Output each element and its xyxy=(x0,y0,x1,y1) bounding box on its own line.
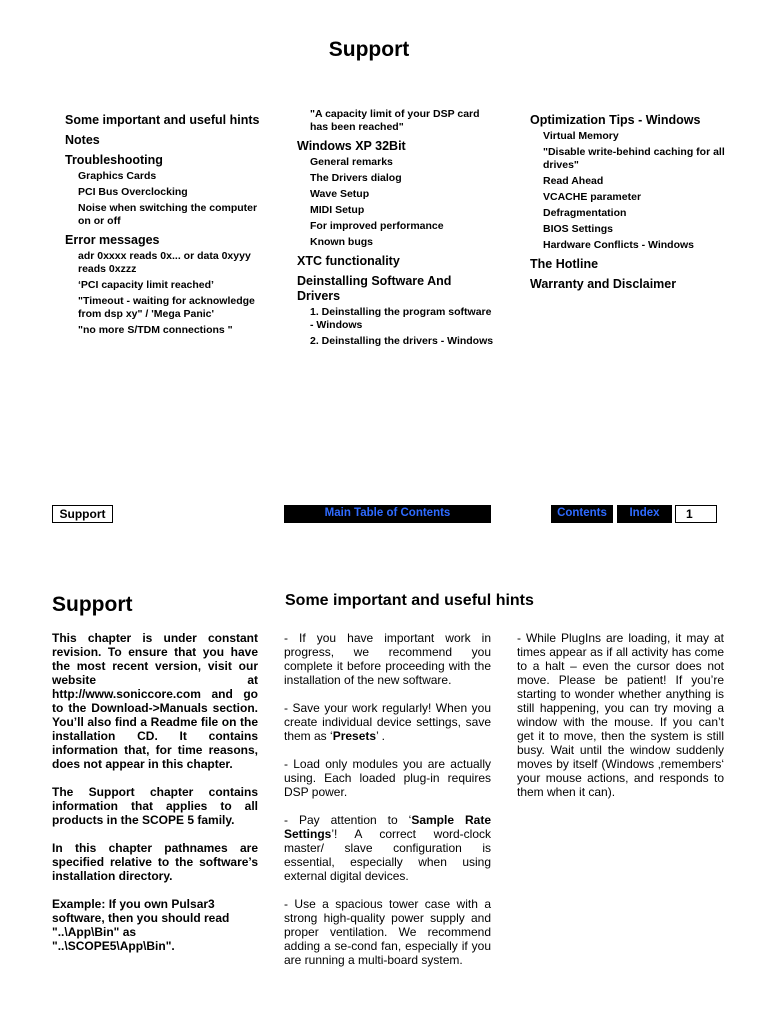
toc-heading-link[interactable]: XTC functionality xyxy=(297,254,400,268)
toc-subitem-link[interactable]: Known bugs xyxy=(310,236,373,248)
hint-text: - Save your work regularly! When you create individual device settings, save them as ‘ xyxy=(284,701,491,743)
hint-paragraph: - While PlugIns are loading, it may at times appear as if all activity has come to a halt – even the cursor does not move. Please be patient! If you’re starting to wonder whether anything is still happening, you can try moving a window with the mouse. If you can’t get it to move, then the system is still busy. Wait until the window suddenly moves by itself (Windows ‚remembers‘ your mouse actions, and responds to them when it can). xyxy=(517,631,724,799)
toc-heading-link[interactable]: Error messages xyxy=(65,233,160,247)
toc-heading-link[interactable]: Some important and useful hints xyxy=(65,113,260,127)
toc-subitem-link[interactable]: The Drivers dialog xyxy=(310,172,402,184)
section-subtitle: Some important and useful hints xyxy=(285,592,534,609)
pathnames-paragraph: In this chapter pathnames are specified relative to the software’s installation directory. xyxy=(52,841,258,883)
hint-paragraph xyxy=(284,701,491,743)
contents-button[interactable]: Contents xyxy=(551,505,613,523)
toc-subitem-link[interactable]: "Timeout - waiting for acknowledge from dsp xy" / 'Mega Panic' xyxy=(78,295,255,320)
toc-heading-link[interactable]: Deinstalling Software And Drivers xyxy=(297,274,452,303)
hint-paragraph: - Use a spacious tower case with a strong high-quality power supply and proper ventilation. We recommend adding a se-cond fan, especially if you are running a multi-board system. xyxy=(284,897,491,967)
body-column-3 xyxy=(517,631,724,813)
intro-paragraph: This chapter is under constant revision. To ensure that you have the most recent version, visit our website at http://www.soniccore.com and go to the Download->Manuals section. You’ll also find a Readme file on the installation CD. It contains information that, for time reasons, does not appear in this chapter. xyxy=(52,631,258,771)
hint-text: ’ . xyxy=(376,729,385,743)
toc-subitem-link[interactable]: "Disable write-behind caching for all drives" xyxy=(543,146,725,171)
toc-subitem-link[interactable]: Defragmentation xyxy=(543,207,627,219)
navigation-bar xyxy=(0,505,768,523)
toc-heading-link[interactable]: Warranty and Disclaimer xyxy=(530,277,677,291)
toc-subitem-link[interactable]: BIOS Settings xyxy=(543,223,614,235)
support-chapter-link[interactable]: Support xyxy=(52,505,113,523)
hint-paragraph: - If you have important work in progress, we recommend you complete it before proceeding with the installation of the new software. xyxy=(284,631,491,687)
section-title: Support xyxy=(52,593,133,616)
toc-heading-link[interactable]: Windows XP 32Bit xyxy=(297,139,406,153)
hint-text: - Pay attention to ‘ xyxy=(284,813,412,827)
toc-subitem-link[interactable]: ‘PCI capacity limit reached’ xyxy=(78,279,214,291)
toc-subitem-link[interactable]: 2. Deinstalling the drivers - Windows xyxy=(310,335,494,347)
toc-subitem-link[interactable]: General remarks xyxy=(310,156,393,168)
main-toc-button[interactable]: Main Table of Contents xyxy=(284,505,491,523)
hint-paragraph xyxy=(284,813,491,883)
toc-heading-link[interactable]: Troubleshooting xyxy=(65,153,163,167)
toc-subitem-link[interactable]: VCACHE parameter xyxy=(543,191,642,203)
toc-subitem-link[interactable]: 1. Deinstalling the program software - Windows xyxy=(310,306,492,331)
toc-subitem-link[interactable]: adr 0xxxx reads 0x... or data 0xyyy reads 0xzzz xyxy=(78,250,251,275)
body-column-2 xyxy=(284,631,491,981)
toc-heading-link[interactable]: Notes xyxy=(65,133,100,147)
toc-subitem-link[interactable]: Wave Setup xyxy=(310,188,370,200)
toc-column-3 xyxy=(530,108,740,294)
body-column-1 xyxy=(52,631,258,967)
toc-subitem-link[interactable]: "A capacity limit of your DSP card has been reached" xyxy=(310,108,480,133)
toc-subitem-link[interactable]: PCI Bus Overclocking xyxy=(78,186,188,198)
hint-text: ’! A correct word-clock master/ slave configuration is essential, especially when using external digital devices. xyxy=(284,827,491,883)
page-number: 1 xyxy=(675,505,717,523)
hint-paragraph: - Load only modules you are actually using. Each loaded plug-in requires DSP power. xyxy=(284,757,491,799)
index-button[interactable]: Index xyxy=(617,505,672,523)
toc-heading-link[interactable]: The Hotline xyxy=(530,257,599,271)
toc-subitem-link[interactable]: "no more S/TDM connections " xyxy=(78,324,233,336)
toc-subitem-link[interactable]: Virtual Memory xyxy=(543,130,619,142)
example-paragraph: Example: If you own Pulsar3 software, then you should read "..\App\Bin" as "..\SCOPE5\App\Bin". xyxy=(52,897,230,953)
presets-emphasis: Presets xyxy=(332,729,377,743)
toc-subitem-link[interactable]: For improved performance xyxy=(310,220,444,232)
toc-column-1 xyxy=(65,108,265,340)
toc-subitem-link[interactable]: Hardware Conflicts - Windows xyxy=(543,239,695,251)
toc-heading-link[interactable]: Optimization Tips - Windows xyxy=(530,113,701,127)
toc-subitem-link[interactable]: MIDI Setup xyxy=(310,204,365,216)
toc-column-2 xyxy=(297,108,497,351)
sample-rate-emphasis: Sample Rate Settings xyxy=(284,813,491,841)
toc-subitem-link[interactable]: Read Ahead xyxy=(543,175,604,187)
page-title: Support xyxy=(328,38,410,61)
toc-subitem-link[interactable]: Noise when switching the computer on or off xyxy=(78,202,258,227)
toc-subitem-link[interactable]: Graphics Cards xyxy=(78,170,157,182)
scope-paragraph: The Support chapter contains information that applies to all products in the SCOPE 5 family. xyxy=(52,785,258,827)
